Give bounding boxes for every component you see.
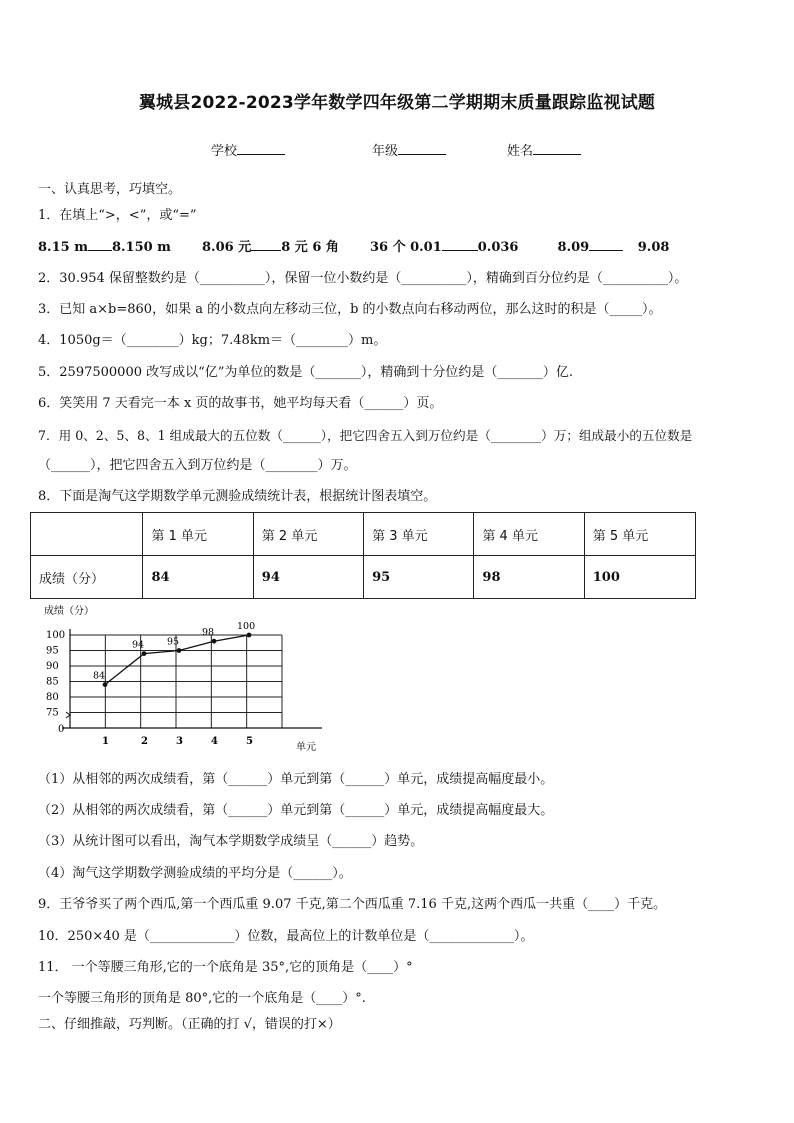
chart-data-label: 95 [167,636,180,648]
q2: 2．30.954 保留整数约是（__________），保留一位小数约是（__________），精确到百分位约是（__________）。 [38,271,688,286]
chart-x-tick-label: 2 [141,736,148,747]
chart-ylabel: 成绩（分） [44,606,94,617]
chart-data-label: 94 [132,639,145,651]
q1a-right: 8.150 m [111,240,171,255]
q1b-blank[interactable] [251,239,281,251]
table-row [31,556,696,599]
q3: 3．已知 a×b=860，如果 a 的小数点向左移动三位，b 的小数点向右移动两位，那么这时的积是（_____）。 [38,302,662,317]
q1b-left: 8.06 元 [202,240,252,255]
chart-x-tick-label: 4 [211,736,218,747]
chart-point [247,633,252,638]
table-row-label: 成绩（分） [31,556,143,599]
chart-y-tick-label: 85 [46,676,59,688]
chart-point [177,648,182,653]
table-header-cell [31,513,143,556]
name-label: 姓名 [507,144,534,159]
q1c-blank[interactable] [442,239,478,251]
q8-sub1: （1）从相邻的两次成绩看，第（______）单元到第（______）单元，成绩提高幅度最小。 [38,772,554,787]
chart-y-tick-label: 0 [58,724,65,735]
q4: 4．1050g＝（________）kg；7.48km＝（________）m。 [38,333,387,348]
chart-y-tick-label: 90 [46,661,59,672]
q1b-right: 8 元 6 角 [281,240,339,255]
q8-stem: 8．下面是淘气这学期数学单元测验成绩统计表，根据统计图表填空。 [38,489,437,504]
q11-line2: 一个等腰三角形的顶角是 80°,它的一个底角是（____）°. [38,991,366,1006]
q8-sub3: （3）从统计图可以看出，淘气本学期数学成绩呈（______）趋势。 [38,834,424,849]
score-table [30,512,696,599]
q1a-left: 8.15 m [38,240,88,255]
q1a-blank[interactable] [88,239,112,251]
name-field [507,140,581,159]
school-label: 学校 [211,144,238,159]
grade-blank[interactable] [398,142,446,155]
q1d-left: 8.09 [557,240,590,255]
q1-comparisons [38,239,778,257]
q8-sub4: （4）淘气这学期数学测验成绩的平均分是（______）。 [38,866,352,881]
table-cell: 100 [584,556,695,599]
q1c-left: 36 个 0.01 [369,240,442,255]
q8-sub2: （2）从相邻的两次成绩看，第（______）单元到第（______）单元，成绩提高幅度最大。 [38,803,554,818]
chart-y-tick-label: 75 [46,707,59,719]
q7-line1: 7．用 0、2、5、8、1 组成最大的五位数（______），把它四舍五入到万位约是（________）万；组成最小的五位数是 [38,428,693,443]
school-blank[interactable] [237,142,285,155]
q11-line1: 11． 一个等腰三角形,它的一个底角是 35°,它的顶角是（____）° [38,960,413,975]
table-header-cell: 第 4 单元 [474,513,584,556]
table-header-cell: 第 2 单元 [253,513,363,556]
table-cell: 95 [364,556,474,599]
chart-x-tick-label: 1 [102,736,109,747]
grade-label: 年级 [372,144,399,159]
chart-y-tick-label: 100 [46,630,66,641]
chart-point [142,651,147,656]
table-cell: 98 [474,556,584,599]
chart-data-label: 84 [93,670,106,682]
q1c-right: 0.036 [477,240,519,255]
table-header-cell: 第 1 单元 [143,513,253,556]
chart-y-tick-label: 80 [46,692,59,703]
chart-x-tick-label: 5 [246,736,253,747]
chart-data-label: 100 [237,621,256,632]
chart-xlabel: 单元 [296,742,316,753]
q5: 5．2597500000 改写成以“亿”为单位的数是（_______），精确到十分位约是（_______）亿. [38,365,574,380]
q10: 10．250×40 是（_____________）位数，最高位上的计数单位是（_____________）。 [38,929,534,944]
chart-point [103,682,108,687]
school-field [211,140,285,159]
q1d-right: 9.08 [637,240,670,255]
chart-point [212,639,217,644]
table-header-cell: 第 5 单元 [584,513,695,556]
table-cell: 94 [253,556,363,599]
q1d-blank[interactable] [589,239,623,251]
grade-field [372,140,446,159]
exam-title: 翼城县2022-2023学年数学四年级第二学期期末质量跟踪监视试题 [138,93,656,113]
chart-data-label: 98 [202,627,215,639]
q6: 6．笑笑用 7 天看完一本 x 页的故事书，她平均每天看（______）页。 [38,396,443,411]
chart-y-tick-label: 95 [46,645,59,657]
table-cell: 84 [143,556,253,599]
name-blank[interactable] [533,142,581,155]
score-line-chart [30,600,330,760]
chart-x-tick-label: 3 [176,736,183,747]
q1-stem: 1．在填上“>，<”，或“=” [38,208,197,223]
section1-heading: 一、认真思考，巧填空。 [38,182,182,197]
section2-heading: 二、仔细推敲，巧判断。（正确的打 √，错误的打×） [38,1017,341,1032]
table-header-row [31,513,696,556]
table-header-cell: 第 3 单元 [364,513,474,556]
q9: 9．王爷爷买了两个西瓜,第一个西瓜重 9.07 千克,第二个西瓜重 7.16 千克,这两个西瓜一共重（____）千克。 [38,897,667,912]
q7-line2: （______），把它四舍五入到万位约是（________）万。 [38,458,357,473]
